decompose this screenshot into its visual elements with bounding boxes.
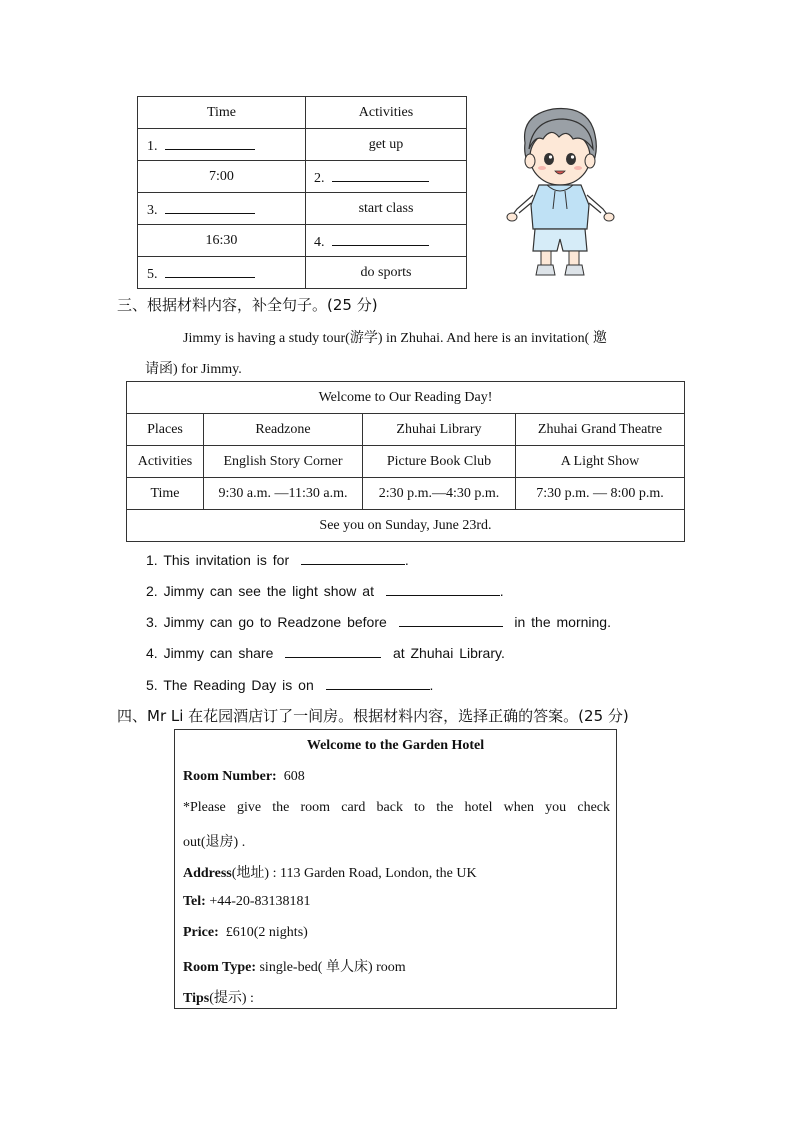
answer-blank[interactable] (386, 581, 500, 596)
question-5: 5. The Reading Day is on . (146, 677, 434, 693)
tel-row: Tel: +44-20-83138181 (183, 894, 311, 909)
question-4: 4. Jimmy can share at Zhuhai Library. (146, 645, 505, 661)
table-cell: 1. (138, 129, 306, 161)
boy-illustration (503, 105, 618, 283)
intro-line-1: Jimmy is having a study tour(游学) in Zhuhai. And here is an invitation( 邀 (183, 331, 607, 346)
answer-blank[interactable] (399, 612, 503, 627)
table-cell: English Story Corner (204, 446, 363, 478)
section-4-heading: 四、Mr Li 在花园酒店订了一间房。根据材料内容，选择正确的答案。(25 分) (117, 707, 629, 725)
question-2: 2. Jimmy can see the light show at . (146, 583, 504, 599)
table-cell: start class (306, 193, 467, 225)
table-cell: Picture Book Club (363, 446, 516, 478)
table-cell: 7:30 p.m. — 8:00 p.m. (516, 478, 685, 510)
answer-blank[interactable] (285, 643, 381, 658)
row-label: Activities (127, 446, 204, 478)
hotel-title: Welcome to the Garden Hotel (306, 738, 485, 753)
table-cell: 2. (306, 161, 467, 193)
answer-blank[interactable] (332, 231, 429, 246)
answer-blank[interactable] (326, 675, 430, 690)
table-cell: A Light Show (516, 446, 685, 478)
room-type-row: Room Type: single-bed( 单人床) room (183, 960, 406, 975)
invitation-table (126, 381, 685, 542)
invitation-footer: See you on Sunday, June 23rd. (127, 510, 685, 542)
tips-row: Tips(提示) : (183, 991, 254, 1006)
answer-blank[interactable] (332, 167, 429, 182)
row-label: Places (127, 414, 204, 446)
table-cell: 9:30 a.m. —11:30 a.m. (204, 478, 363, 510)
answer-blank[interactable] (165, 135, 255, 150)
table-cell: 16:30 (138, 225, 306, 257)
answer-blank[interactable] (165, 199, 255, 214)
schedule-table (137, 96, 467, 289)
table-cell: 7:00 (138, 161, 306, 193)
invitation-title: Welcome to Our Reading Day! (127, 382, 685, 414)
table-header: Time (138, 97, 306, 129)
table-header: Activities (306, 97, 467, 129)
question-1: 1. This invitation is for . (146, 552, 409, 568)
table-cell: do sports (306, 257, 467, 289)
table-cell: Readzone (204, 414, 363, 446)
table-cell: 2:30 p.m.—4:30 p.m. (363, 478, 516, 510)
table-cell: 3. (138, 193, 306, 225)
room-number-row: Room Number: 608 (183, 769, 305, 784)
price-row: Price: £610(2 nights) (183, 925, 308, 940)
note-line-1: *Please give the room card back to the hotel when you check (183, 800, 610, 815)
table-cell: get up (306, 129, 467, 161)
question-3: 3. Jimmy can go to Readzone before in the morning. (146, 614, 611, 630)
intro-line-2: 请函) for Jimmy. (145, 362, 242, 377)
table-cell: 5. (138, 257, 306, 289)
address-row: Address(地址) : 113 Garden Road, London, the UK (183, 866, 477, 881)
answer-blank[interactable] (165, 263, 255, 278)
row-label: Time (127, 478, 204, 510)
table-cell: 4. (306, 225, 467, 257)
section-3-heading: 三、根据材料内容，补全句子。(25 分) (117, 296, 378, 314)
note-line-2: out(退房) . (183, 835, 246, 850)
table-cell: Zhuhai Grand Theatre (516, 414, 685, 446)
hotel-info-box (174, 729, 617, 1009)
answer-blank[interactable] (301, 550, 405, 565)
table-cell: Zhuhai Library (363, 414, 516, 446)
